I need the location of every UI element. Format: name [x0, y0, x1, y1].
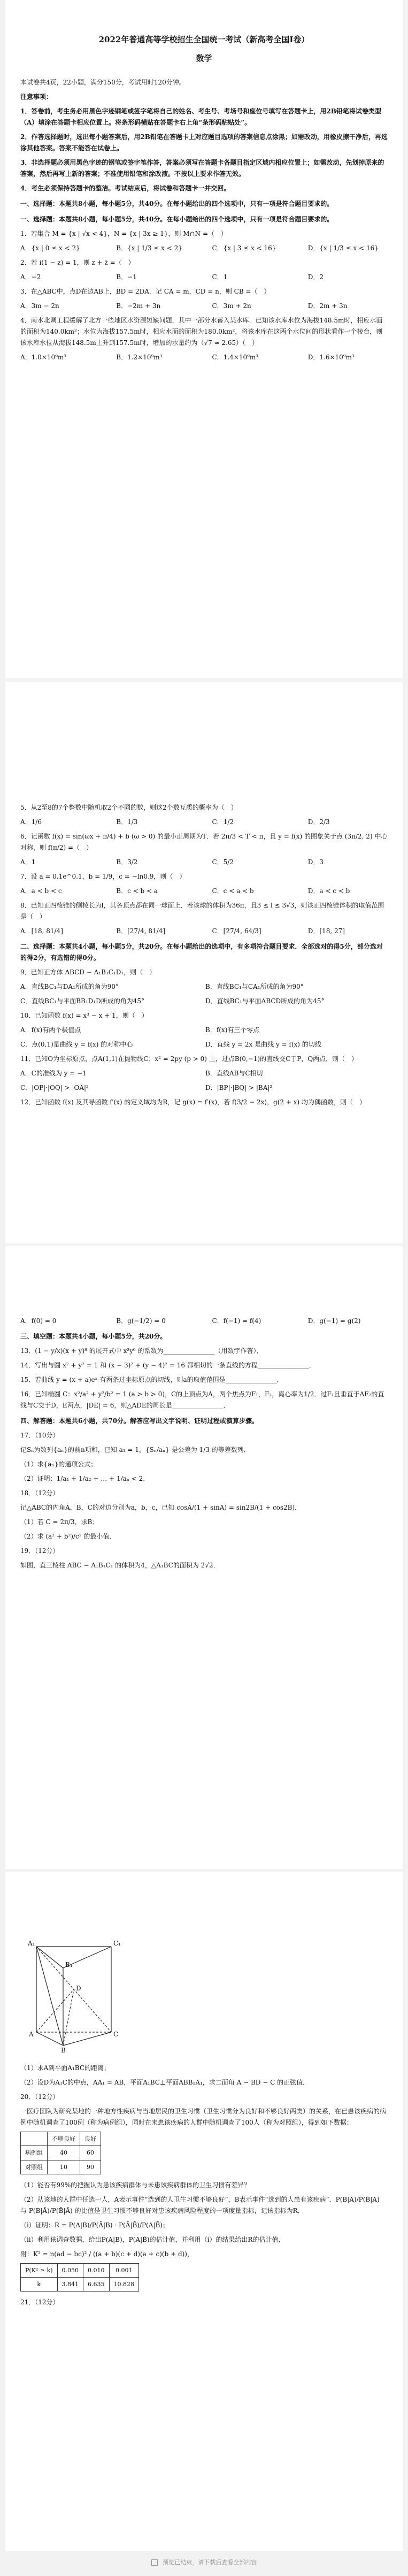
question-stem: 10．已知函数 f(x) = x³ − x + 1，则（ ） [20, 1012, 148, 1019]
option: C．1 [212, 273, 228, 281]
option: D．{x | 1/3 ≤ x < 16} [307, 244, 379, 252]
table-cell: 3.841 [57, 2278, 83, 2292]
option: C．1.4×10⁹m³ [212, 353, 259, 362]
prism-figure [20, 1931, 143, 2054]
question-stem: 6．记函数 f(x) = sin(ωx + π/4) + b (ω > 0) 的最小正周期为T．若 2π/3 < T < π，且 y = f(x) 的图象关于点 (3π/2, 2) 中心对称，则 f(π/2) =（ ） [20, 833, 388, 851]
table-header: 不够良好 [48, 2132, 80, 2146]
option: B．g(−1/2) = 0 [116, 1317, 166, 1325]
question-part: （2）证明：1/a₁ + 1/a₂ + … + 1/aₙ < 2． [20, 1475, 150, 1482]
option: B．直线BC₁与CA₁所成的角为90° [205, 983, 304, 990]
question-stem: 4．南水北调工程缓解了北方一些地区水资源短缺问题，其中一部分水蓄入某水库．已知该水库水位为海拔148.5m时，相应水面的面积为140.0km²；水位为海拔157.5m时，相应水面的面积为180.0km²，将该水库在这两个水位间的形状看作一个棱台，则该水库水位从海拔148.5m上升到157.5m时，增加的水量约为（√7 ≈ 2.65）（ ） [20, 317, 383, 347]
question-options [20, 301, 388, 312]
question-part: （1）求{aₙ}的通项公式； [20, 1460, 97, 1468]
question-stem: 3．在△ABC中，点D在边AB上，BD = 2DA．记 CA = m，CD = n，则 CB =（ ） [20, 288, 271, 296]
option: C．{x | 3 ≤ x < 16} [212, 244, 276, 252]
question-options [20, 886, 388, 897]
label-B1: B₁ [65, 1961, 73, 1968]
instruction-line: 1．答卷前，考生务必用黑色字迹钢笔或签字笔将自己的姓名、考生号、考场号和座位号填写在答题卡上，用2B铅笔将试卷类型（A）填涂在答题卡相应位置上。将条形码横贴在答题卡右上角“条形码粘贴处”。 [20, 107, 381, 127]
question-options [20, 926, 388, 937]
option: C．1/2 [212, 818, 234, 826]
option: B．f(x)有三个零点 [205, 1026, 260, 1034]
question-part: （2）设D为A₁C的中点，AA₁ = AB，平面A₁BC⊥平面ABB₁A₁，求二面角 A − BD − C 的正弦值． [20, 2079, 310, 2086]
option: C．f(−1) = f(4) [212, 1317, 261, 1325]
table-cell: 40 [48, 2146, 80, 2160]
label-C1: C₁ [113, 1940, 121, 1947]
table-cell: 0.001 [109, 2263, 139, 2277]
question-part: （1）能否有99%的把握认为患该疾病群体与未患该疾病群体的卫生习惯有差异？ [20, 2181, 251, 2189]
option: A．3m − 2n [20, 302, 59, 310]
label-D: D [76, 1985, 81, 1992]
table-cell: 0.010 [83, 2263, 110, 2277]
table-cell: 90 [80, 2160, 101, 2174]
formula: 附：K² = n(ad − bc)² / ((a + b)(c + d)(a + c)(b + d))， [20, 2250, 194, 2258]
table-header [21, 2132, 48, 2146]
question-stem: 如图，直三棱柱 ABC − A₁B₁C₁ 的体积为4，△A₁BC的面积为 2√2． [20, 1562, 220, 1569]
question-options [20, 996, 388, 1007]
question-stem: 13．(1 − y/x)(x + y)⁸ 的展开式中 x²y⁶ 的系数为________________（用数字作答）． [20, 1347, 263, 1355]
option: C．[27/4, 64/3] [212, 927, 261, 935]
question-options [20, 1316, 388, 1327]
label-B: B [61, 2047, 66, 2054]
option: C．5/2 [212, 858, 234, 866]
question-stem: 16．已知椭圆 C：x²/a² + y²/b² = 1 (a > b > 0)，C的上顶点为A，两个焦点为F₁，F₂，离心率为1/2．过F₁且垂直于AF₂的直线与C交于D，E两点，|DE| = 6，则△ADE的周长是________________． [20, 1390, 384, 1409]
page-2 [5, 682, 403, 1243]
question-stem: 15．若曲线 y = (x + a)eˣ 有两条过坐标原点的切线，则a的取值范围是________________． [20, 1376, 283, 1383]
exam-subject: 数学 [196, 53, 212, 63]
question-options [20, 1039, 388, 1050]
option: D．3 [307, 858, 324, 866]
preview-footer[interactable] [0, 2557, 408, 2567]
option: D．直线BC₁与平面ABCD所成的角为45° [205, 997, 325, 1005]
table-cell: 60 [80, 2146, 101, 2160]
table-cell: k [21, 2278, 58, 2292]
option: B．直线AB与C相切 [205, 1070, 263, 1077]
table-cell: 对照组 [21, 2160, 48, 2174]
label-A: A [29, 2031, 34, 2038]
question-stem: 1．若集合 M = {x | √x < 4}，N = {x | 3x ≥ 1}，则 M∩N =（ ） [20, 230, 228, 238]
table-row [21, 2146, 101, 2160]
page-4 [5, 1872, 403, 2551]
table-cell: 病例组 [21, 2146, 48, 2160]
instruction-line: 4．考生必须保持答题卡的整洁。考试结束后，将试卷和答题卡一并交回。 [20, 184, 230, 193]
option: B．c < b < a [116, 887, 158, 895]
section-heading: 二、选择题：本题共4小题，每小题5分，共20分。在每小题给出的选项中，有多项符合题目要求．全部选对的得5分，部分选对的得2分，有选错的得0分。 [20, 943, 383, 962]
table-cell: 10 [48, 2160, 80, 2174]
question-number: 18．（12分） [20, 1489, 59, 1497]
option: A．a < b < c [20, 887, 62, 895]
section-heading: 一、选择题：本题共8小题，每小题5分，共40分。在每小题给出的四个选项中，只有一项是符合题目要求的。 [20, 216, 334, 224]
section-heading: 一、选择题：本题共8小题，每小题5分，共40分。在每小题给出的四个选项中，只有一项是符合题目要求的。 [20, 200, 334, 208]
question-stem: 5．从2至8的7个整数中随机取2个不同的数，则这2个数互质的概率为（ ） [20, 804, 237, 811]
question-stem: 8．已知正四棱锥的侧棱长为l，其各顶点都在同一球面上．若该球的体积为36π，且3 ≤ l ≤ 3√3，则该正四棱锥体积的取值范围是（ ） [20, 902, 384, 920]
option: A．−2 [20, 273, 41, 281]
option: D．2/3 [307, 818, 330, 826]
critical-value-table [20, 2263, 139, 2292]
option: C．c < a < b [212, 887, 254, 895]
option: D．[18, 27] [307, 927, 345, 935]
data-table [20, 2132, 101, 2174]
question-options [20, 1025, 388, 1036]
option: C．|OP|·|OQ| > |OA|² [20, 1084, 89, 1091]
question-options [20, 817, 388, 828]
option: D．a < c < b [307, 887, 350, 895]
table-header: 良好 [80, 2132, 101, 2146]
option: D．2m + 3n [307, 302, 348, 310]
question-part: （2）从该地的人群中任选一人，A表示事件“选到的人卫生习惯不够良好”，B表示事件“选到的人患有该疾病”．P(B|A)/P(B̄|A) 与 P(B|Ā)/P(B̄|Ā) 的比值是卫生习惯不够良好对患该疾病风险程度的一项度量指标，记该指标为R． [20, 2195, 380, 2214]
question-part: （1）求A到平面A₁BC的距离； [20, 2064, 111, 2072]
document-icon [151, 2559, 158, 2566]
question-options [20, 352, 388, 363]
question-stem: 记Sₙ为数列{aₙ}的前n项和，已知 a₁ = 1，{Sₙ/aₙ} 是公差为 1/3 的等差数列． [20, 1446, 250, 1454]
question-number: 17．（10分） [20, 1432, 59, 1439]
preview-end-text: 预览已结束，请下载后查看全部内容 [163, 2559, 257, 2566]
section-heading: 三、填空题：本题共4小题，每小题5分，共20分。 [20, 1333, 167, 1340]
option: C．点(0,1)是曲线 y = f(x) 的对称中心 [20, 1041, 133, 1048]
label-C: C [113, 2031, 119, 2038]
instruction-line: 注意事项： [20, 93, 53, 101]
instruction-line: 3．非选择题必须用黑色字迹的钢笔或签字笔作答，答案必须写在答题卡各题目指定区域内相应位置上；如需改动，先划掉原来的答案，然后再写上新的答案；不准使用铅笔和涂改液。不按以上要求作答无效。 [20, 159, 384, 178]
question-number: 21．（12分） [20, 2298, 59, 2306]
question-stem: 11．已知O为坐标原点，点A(1,1)在抛物线C：x² = 2py (p > 0) 上，过点B(0,−1)的直线交C于P，Q两点，则（ ） [20, 1055, 358, 1063]
question-options [20, 243, 388, 254]
page-1 [5, 0, 403, 678]
question-part: （ⅱ）利用该调查数据，给出P(A|B)，P(A|B̄)的估计值，并利用（ⅰ）的结果给出R的估计值． [20, 2235, 285, 2243]
option: A．1 [20, 858, 36, 866]
question-stem: 7．设 a = 0.1e^0.1，b = 1/9，c = −ln0.9，则（ ） [20, 873, 186, 880]
option: B．{x | 1/3 ≤ x < 2} [116, 244, 182, 252]
option: B．3/2 [116, 858, 138, 866]
table-cell: 10.828 [109, 2278, 139, 2292]
question-number: 19．（12分） [20, 1547, 59, 1555]
question-stem: 2．若 i(1 − z) = 1，则 z + z̄ =（ ） [20, 259, 135, 267]
option: A．[18, 81/4] [20, 927, 63, 935]
option: B．1/3 [116, 818, 138, 826]
option: D．2 [307, 273, 324, 281]
question-part: （2）求 (a² + b²)/c² 的最小值． [20, 1533, 116, 1540]
option: D．直线 y = 2x 是曲线 y = f(x) 的切线 [205, 1041, 321, 1048]
option: A．直线BC₁与DA₁所成的角为90° [20, 983, 119, 990]
question-part: （ⅰ）证明：R = P(A|B)/P(Ā|B) · P(Ā|B̄)/P(A|B̄)； [20, 2221, 169, 2229]
option: A．C的准线为 y = −1 [20, 1070, 87, 1077]
question-options [20, 1068, 388, 1079]
option: D．1.6×10⁹m³ [307, 353, 355, 362]
option: B．−1 [116, 273, 137, 281]
option: A．f(0) = 0 [20, 1317, 57, 1325]
section-heading: 四、解答题：本题共6小题，共70分。解答应写出文字说明、证明过程或演算步骤。 [20, 1417, 259, 1425]
question-options [20, 272, 388, 283]
question-stem: 一医疗团队为研究某地的一种地方性疾病与当地居民的卫生习惯（卫生习惯分为良好和不够良好两类）的关系，在已患该疾病的病例中随机调查了100例（称为病例组），同时在未患该疾病的人群中随机调查了100人（称为对照组），得到如下数据： [20, 2108, 387, 2126]
option: A．{x | 0 ≤ x < 2} [20, 244, 80, 252]
option: B．1.2×10⁹m³ [116, 353, 163, 362]
table-cell: P(K² ≥ k) [21, 2263, 58, 2277]
option: C．直线BC₁与平面BB₁D₁D所成的角为45° [20, 997, 144, 1005]
option: D．g(−1) = g(2) [307, 1317, 361, 1325]
question-options [20, 1082, 388, 1094]
exam-title: 2022年普通高等学校招生全国统一考试（新高考全国Ⅰ卷） [98, 35, 310, 44]
instruction-line: 2．作答选择题时，选出每小题答案后，用2B铅笔在答题卡上对应题目选项的答案信息点涂黑；如需改动，用橡皮擦干净后，再选涂其他答案。答案不能答在试卷上。 [20, 133, 388, 152]
option: A．f(x)有两个极值点 [20, 1026, 81, 1034]
question-options [20, 857, 388, 868]
option: B．−2m + 3n [116, 302, 161, 310]
page-3 [5, 1246, 403, 1869]
question-stem: 14．写出与圆 x² + y² = 1 和 (x − 3)² + (y − 4)² = 16 都相切的一条直线的方程________________． [20, 1362, 315, 1369]
option: C．3m + 2n [212, 302, 251, 310]
question-stem: 记△ABC的内角A，B，C的对边分别为a，b，c，已知 cosA/(1 + sinA) = sin2B/(1 + cos2B)． [20, 1504, 302, 1511]
question-stem: 12．已知函数 f(x) 及其导函数 f′(x) 的定义域均为R，记 g(x) = f′(x)，若 f(3/2 − 2x)，g(2 + x) 均为偶函数，则（ ） [20, 1098, 366, 1106]
option: A．1/6 [20, 818, 42, 826]
table-cell: 6.635 [83, 2278, 110, 2292]
option: B．[27/4, 81/4] [116, 927, 165, 935]
instruction-line: 本试卷共4页，22小题，满分150分，考试用时120分钟。 [20, 79, 186, 87]
option: D．|BP|·|BQ| > |BA|² [205, 1084, 273, 1091]
table-row [21, 2160, 101, 2174]
question-options [20, 981, 388, 993]
question-stem: 9．已知正方体 ABCD − A₁B₁C₁D₁，则（ ） [20, 968, 156, 976]
table-cell: 0.050 [57, 2263, 83, 2277]
option: A．1.0×10⁹m³ [20, 353, 67, 362]
question-number: 20．（12分） [20, 2093, 59, 2101]
question-part: （1）若 C = 2π/3，求B； [20, 1518, 99, 1526]
label-A1: A₁ [28, 1940, 35, 1947]
